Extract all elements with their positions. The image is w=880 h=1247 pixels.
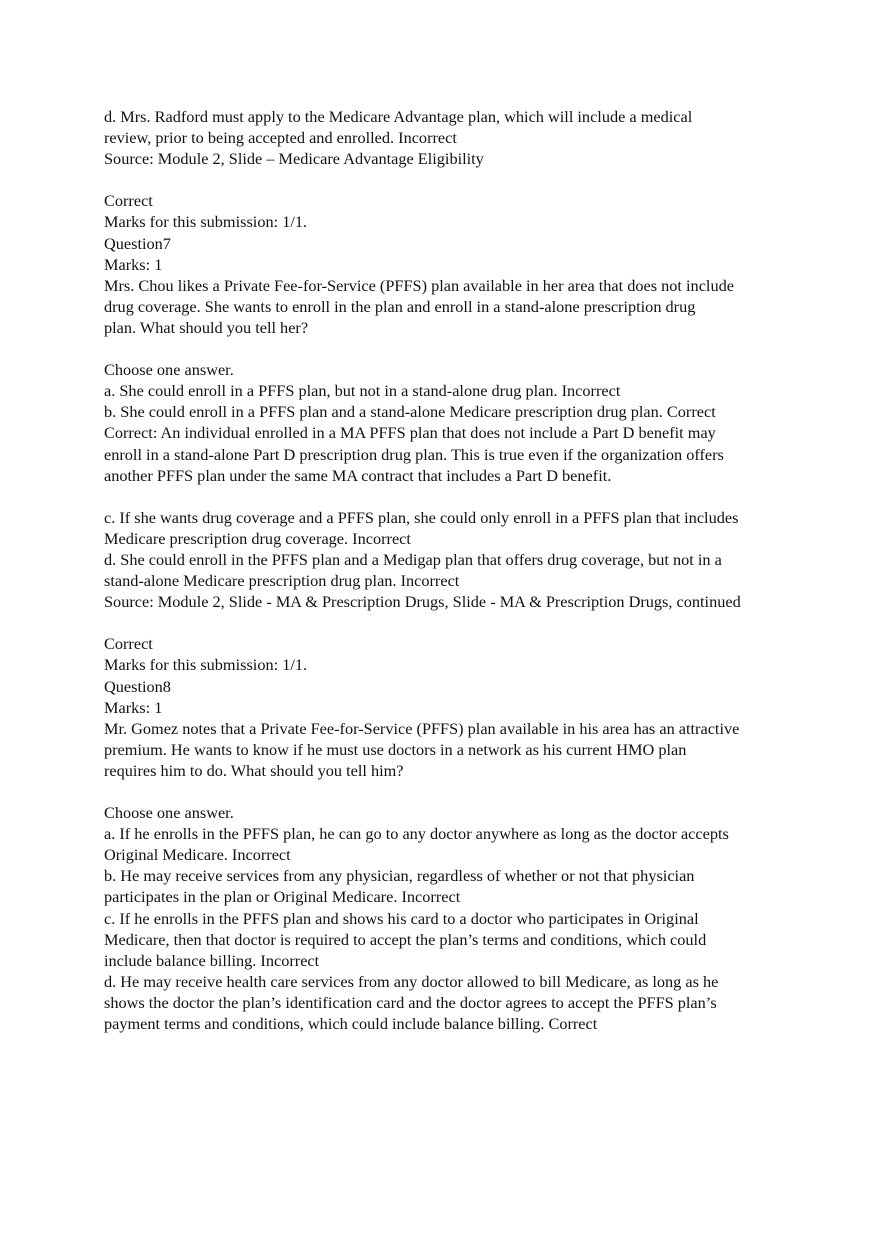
text-line: enroll in a stand-alone Part D prescription drug plan. This is true even if the organization offers: [104, 444, 724, 464]
text-line: Mr. Gomez notes that a Private Fee-for-Service (PFFS) plan available in his area has an attractive: [104, 718, 740, 738]
text-line: c. If she wants drug coverage and a PFFS plan, she could only enroll in a PFFS plan that includes: [104, 507, 739, 527]
text-line: c. If he enrolls in the PFFS plan and shows his card to a doctor who participates in Original: [104, 908, 699, 928]
text-line: Source: Module 2, Slide – Medicare Advantage Eligibility: [104, 149, 484, 169]
text-line: premium. He wants to know if he must use doctors in a network as his current HMO plan: [104, 739, 687, 759]
text-line: another PFFS plan under the same MA contract that includes a Part D benefit.: [104, 465, 612, 485]
text-line: Marks for this submission: 1/1.: [104, 655, 308, 675]
blank-line: [104, 169, 804, 190]
text-line: plan. What should you tell her?: [104, 317, 309, 337]
text-line: Question8: [104, 676, 171, 696]
text-line: b. She could enroll in a PFFS plan and a stand-alone Medicare prescription drug plan. Correct: [104, 402, 716, 422]
text-line: Correct: An individual enrolled in a MA PFFS plan that does not include a Part D benefit may: [104, 423, 716, 443]
text-line: a. If he enrolls in the PFFS plan, he can go to any doctor anywhere as long as the doctor accepts: [104, 824, 729, 844]
text-line: Correct: [104, 634, 153, 654]
text-line: Marks for this submission: 1/1.: [104, 212, 308, 232]
text-line: a. She could enroll in a PFFS plan, but not in a stand-alone drug plan. Incorrect: [104, 381, 621, 401]
text-line: Original Medicare. Incorrect: [104, 845, 291, 865]
text-line: stand-alone Medicare prescription drug plan. Incorrect: [104, 571, 460, 591]
text-line: shows the doctor the plan’s identification card and the doctor agrees to accept the PFFS plan’s: [104, 992, 717, 1012]
text-line: Medicare, then that doctor is required to accept the plan’s terms and conditions, which could: [104, 929, 707, 949]
text-line: Choose one answer.: [104, 360, 234, 380]
text-line: Question7: [104, 233, 171, 253]
document-page: [104, 106, 804, 1034]
text-line: Marks: 1: [104, 254, 163, 274]
blank-line: [104, 612, 804, 633]
blank-line: [104, 338, 804, 359]
text-line: Mrs. Chou likes a Private Fee-for-Service (PFFS) plan available in her area that does not include: [104, 275, 734, 295]
text-line: payment terms and conditions, which could include balance billing. Correct: [104, 1014, 598, 1034]
text-line: Correct: [104, 191, 153, 211]
text-line: drug coverage. She wants to enroll in the plan and enroll in a stand-alone prescription drug: [104, 296, 696, 316]
text-line: participates in the plan or Original Medicare. Incorrect: [104, 887, 461, 907]
text-line: requires him to do. What should you tell him?: [104, 760, 404, 780]
text-line: d. Mrs. Radford must apply to the Medicare Advantage plan, which will include a medical: [104, 107, 693, 126]
blank-line: [104, 781, 804, 802]
text-line: Choose one answer.: [104, 803, 234, 823]
text-line: review, prior to being accepted and enrolled. Incorrect: [104, 128, 457, 148]
text-line: b. He may receive services from any physician, regardless of whether or not that physician: [104, 866, 695, 886]
text-line: Marks: 1: [104, 697, 163, 717]
blank-line: [104, 486, 804, 507]
text-line: Medicare prescription drug coverage. Incorrect: [104, 528, 411, 548]
text-line: include balance billing. Incorrect: [104, 950, 320, 970]
text-line: d. He may receive health care services from any doctor allowed to bill Medicare, as long as he: [104, 971, 719, 991]
text-line: Source: Module 2, Slide - MA & Prescription Drugs, Slide - MA & Prescription Drugs, continued: [104, 592, 741, 612]
text-line: d. She could enroll in the PFFS plan and a Medigap plan that offers drug coverage, but not in a: [104, 549, 722, 569]
